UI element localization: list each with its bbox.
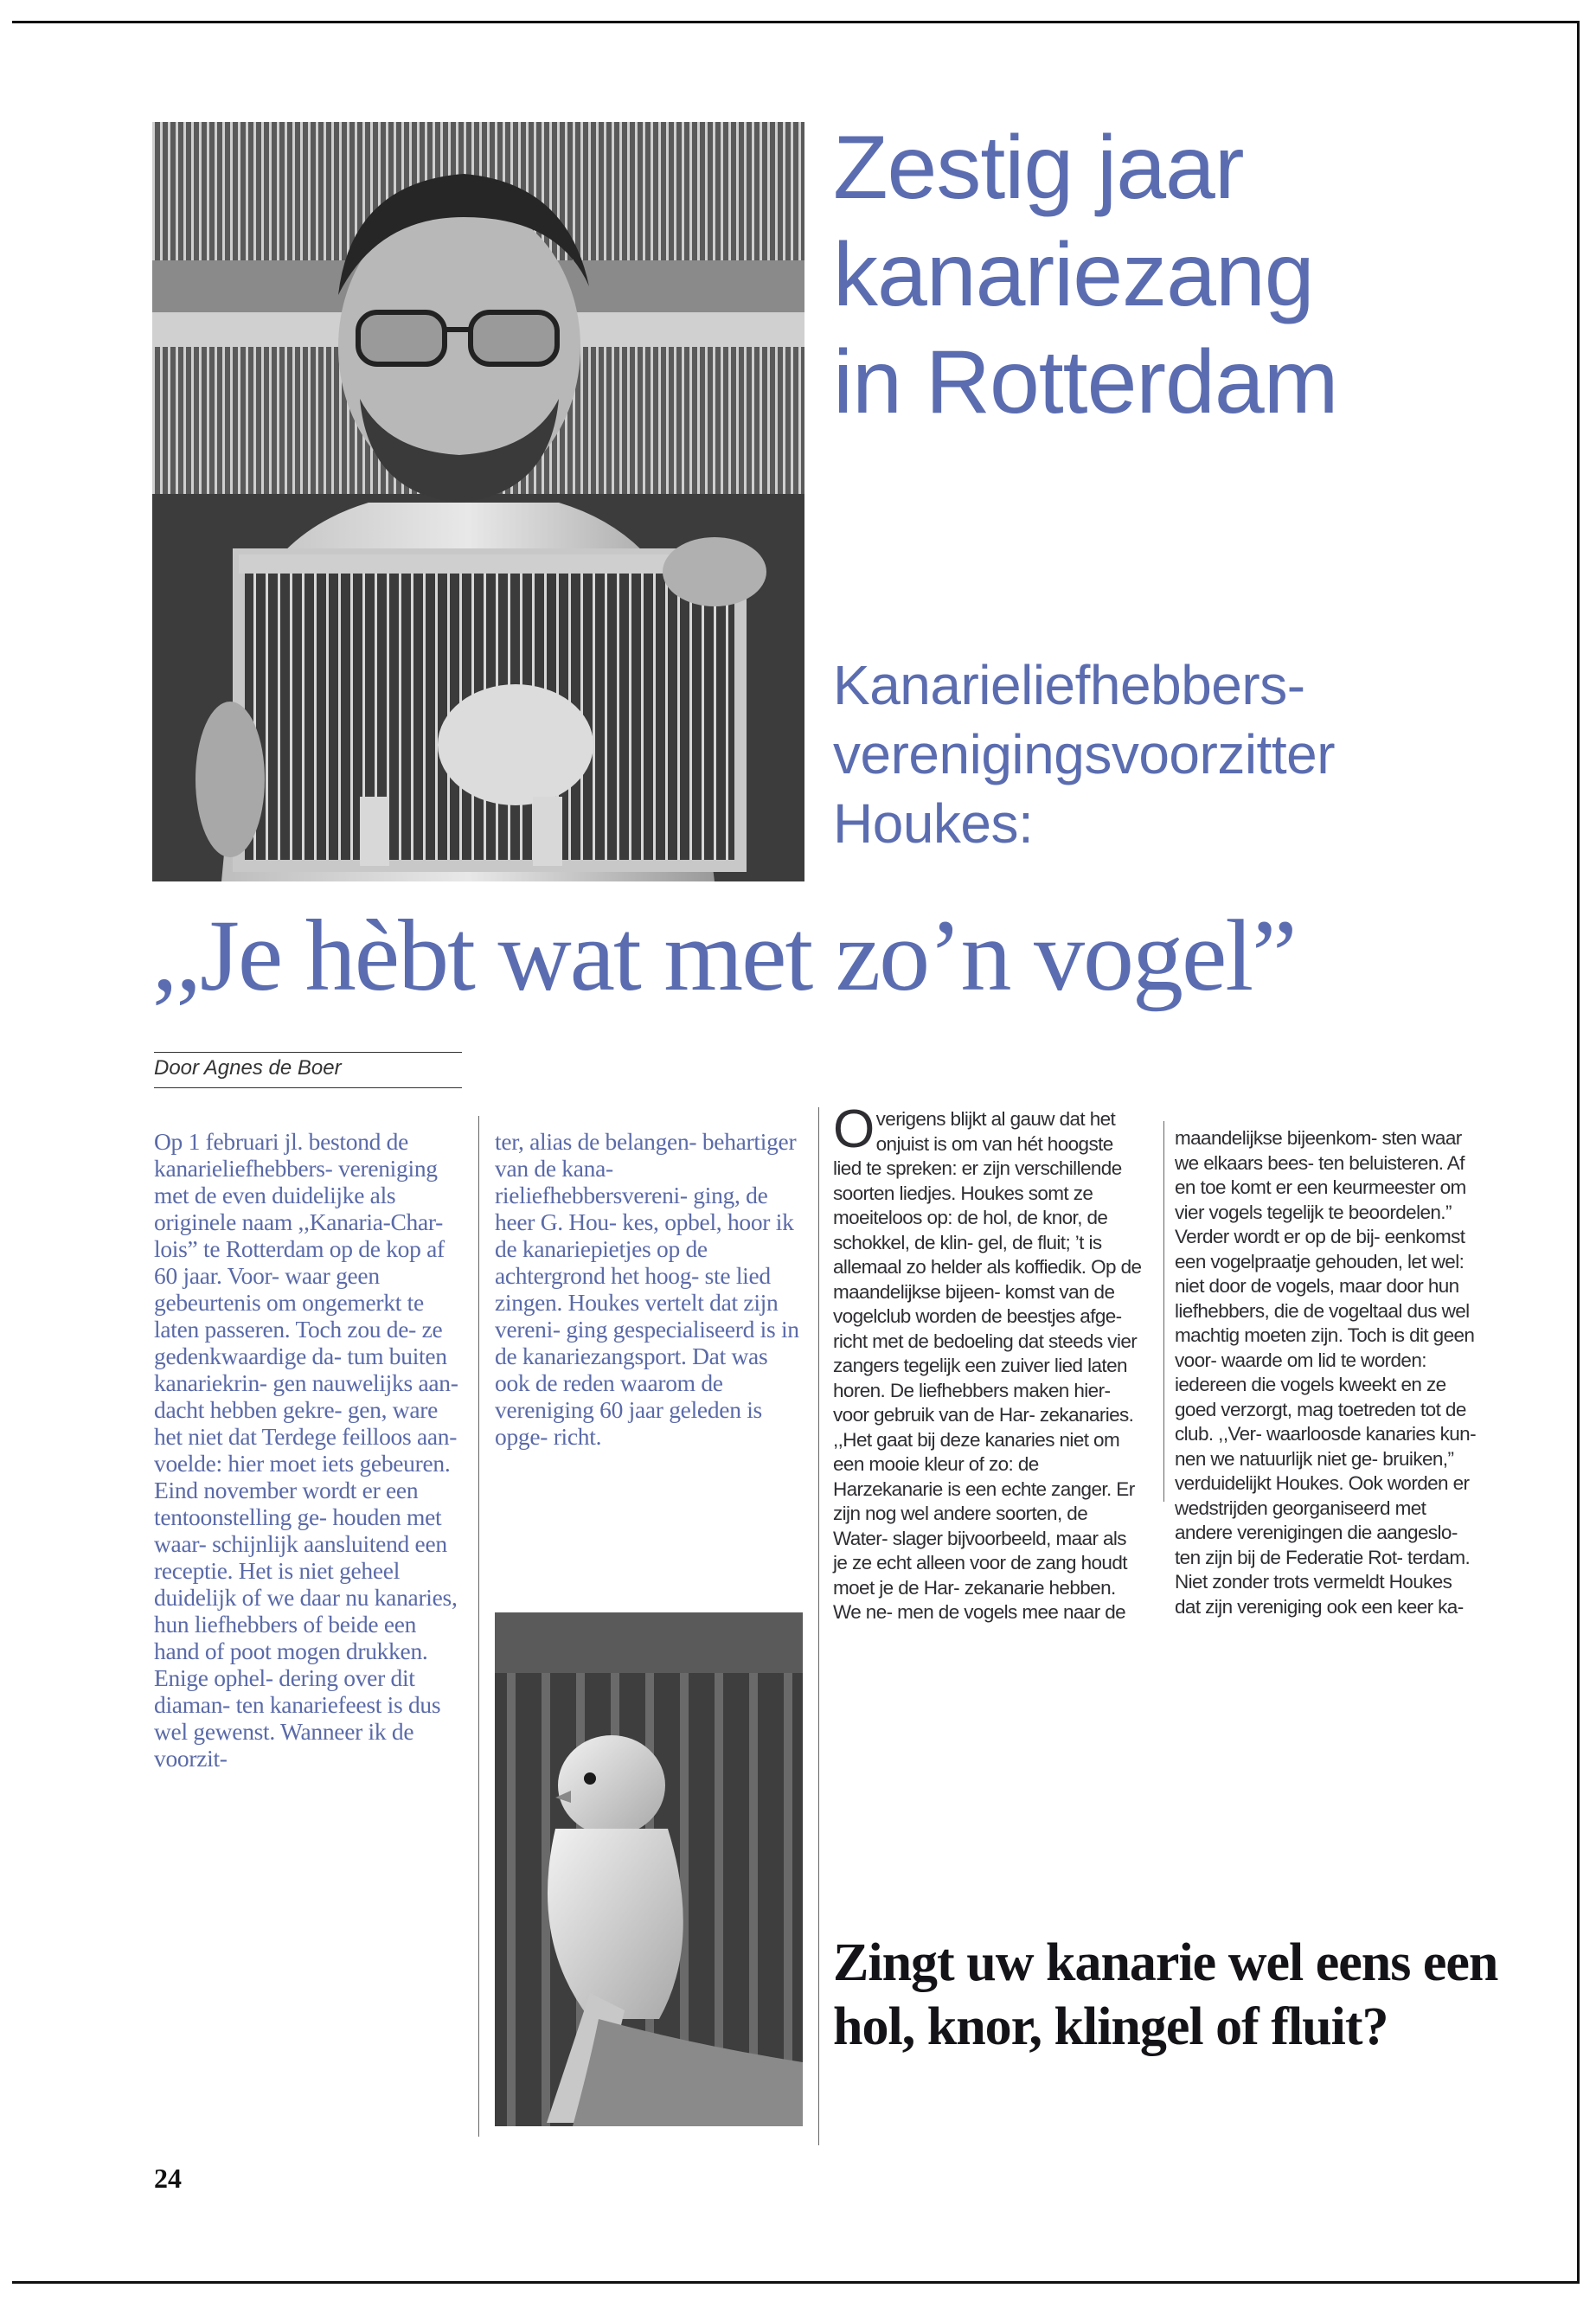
photo-canary bbox=[495, 1612, 803, 2126]
photo-man-with-cage bbox=[152, 122, 804, 881]
column-divider-3 bbox=[1163, 1121, 1164, 1502]
headline-line-3: in Rotterdam bbox=[833, 332, 1338, 433]
article-column-4: maandelijkse bijeenkom- sten waar we elkaars bees- ten beluisteren. Af en toe komt er een keurmeester om vier vogels tegelijk te beoordelen.” Verder wordt er op de bij- eenkomst een vogelpraatje gehouden, let wel: niet door de vogels, maar door hun liefhebbers, die de vogeltaal dus wel machtig moeten zijn. Toch is dit geen voor- waarde om lid te worden: iedereen die vogels kweekt en ze goed verzorgt, mag toetreden tot de club. ,,Ver- waarloosde kanaries kun- nen we natuurlijk niet ge- bruiken,” verduidelijkt Houkes. Ook worden er wedstrijden georganiseerd met andere verenigingen die aangeslo- ten zijn bij de Federatie Rot- terdam. Niet zonder trots vermeldt Houkes dat zijn vereniging ook een keer ka- bbox=[1175, 1127, 1476, 1618]
subtitle-line-3: Houkes: bbox=[833, 792, 1034, 855]
article-column-3 bbox=[833, 1099, 1144, 1625]
headline-line-1: Zestig jaar bbox=[833, 118, 1244, 218]
quote-title: ,,Je hèbt wat met zo’n vogel” bbox=[152, 899, 1296, 1012]
headline-line-2: kanariezang bbox=[833, 225, 1314, 325]
column-divider-2 bbox=[818, 1107, 819, 2145]
subtitle bbox=[833, 651, 1335, 858]
article-column-2: ter, alias de belangen- behartiger van de kana- rieliefhebbersvereni- ging, de heer G. Hou- kes, opbel, hoor ik de kanariepietjes op de achtergrond het hoog- ste lied zingen. Houkes vertelt dat zijn vereni- ging gespecialiseerd is in de kanariezangsport. Dat was ook de reden waarom de vereniging 60 jaar geleden is opge- richt. bbox=[495, 1128, 799, 1450]
subtitle-line-2: verenigingsvoorzitter bbox=[833, 723, 1335, 785]
subtitle-line-1: Kanarieliefhebbers- bbox=[833, 654, 1305, 716]
page-number: 24 bbox=[154, 2163, 182, 2194]
byline: Door Agnes de Boer bbox=[154, 1052, 462, 1088]
column-divider-1 bbox=[478, 1116, 479, 2137]
drop-cap: O bbox=[833, 1099, 875, 1159]
article-column-3-text: verigens blijkt al gauw dat het onjuist is om van hét hoogste lied te spreken: er zijn verschillende soorten liedjes. Houkes somt ze moeiteloos op: de hol, de knor, de schokkel, de klin- gel, de fluit; ’t is allemaal zo helder als koffiedik. Op de maandelijkse bijeen- komst van de vogelclub worden de beestjes afge- richt met de bedoeling dat steeds vier zangers tegelijk een zuiver lied laten horen. De liefhebbers maken hier- voor gebruik van de Har- zekanaries. ,,Het gaat bij deze kanaries niet om een mooie kleur of zo: de Harzekanarie is een echte zanger. Er zijn nog wel andere soorten, de Water- slager bijvoorbeeld, maar als je ze echt alleen voor de zang houdt moet je de Har- zekanarie hebben. We ne- men de vogels mee naar de bbox=[833, 1108, 1142, 1623]
headline bbox=[833, 114, 1337, 436]
article-column-1: Op 1 februari jl. bestond de kanarieliefhebbers- vereniging met de even duidelijke als originele naam ,,Kanaria-Char- lois” te Rotterdam op de kop af 60 jaar. Voor- waar geen gebeurtenis om ongemerkt te laten passeren. Toch zou de- ze gedenkwaardige da- tum buiten kanariekrin- gen nauwelijks aan- dacht hebben gekre- gen, ware het niet dat Terdege feilloos aan- voelde: hier moet iets gebeuren. Eind november wordt er een tentoonstelling ge- houden met waar- schijnlijk aansluitend een receptie. Het is niet geheel duidelijk of we daar nu kanaries, hun liefhebbers of beide een hand of poot mogen drukken. Enige ophel- dering over dit diaman- ten kanariefeest is dus wel gewenst. Wanneer ik de voorzit- bbox=[154, 1128, 458, 1772]
pull-subhead: Zingt uw kanarie wel eens een hol, knor, klingel of fluit? bbox=[833, 1933, 1498, 2056]
